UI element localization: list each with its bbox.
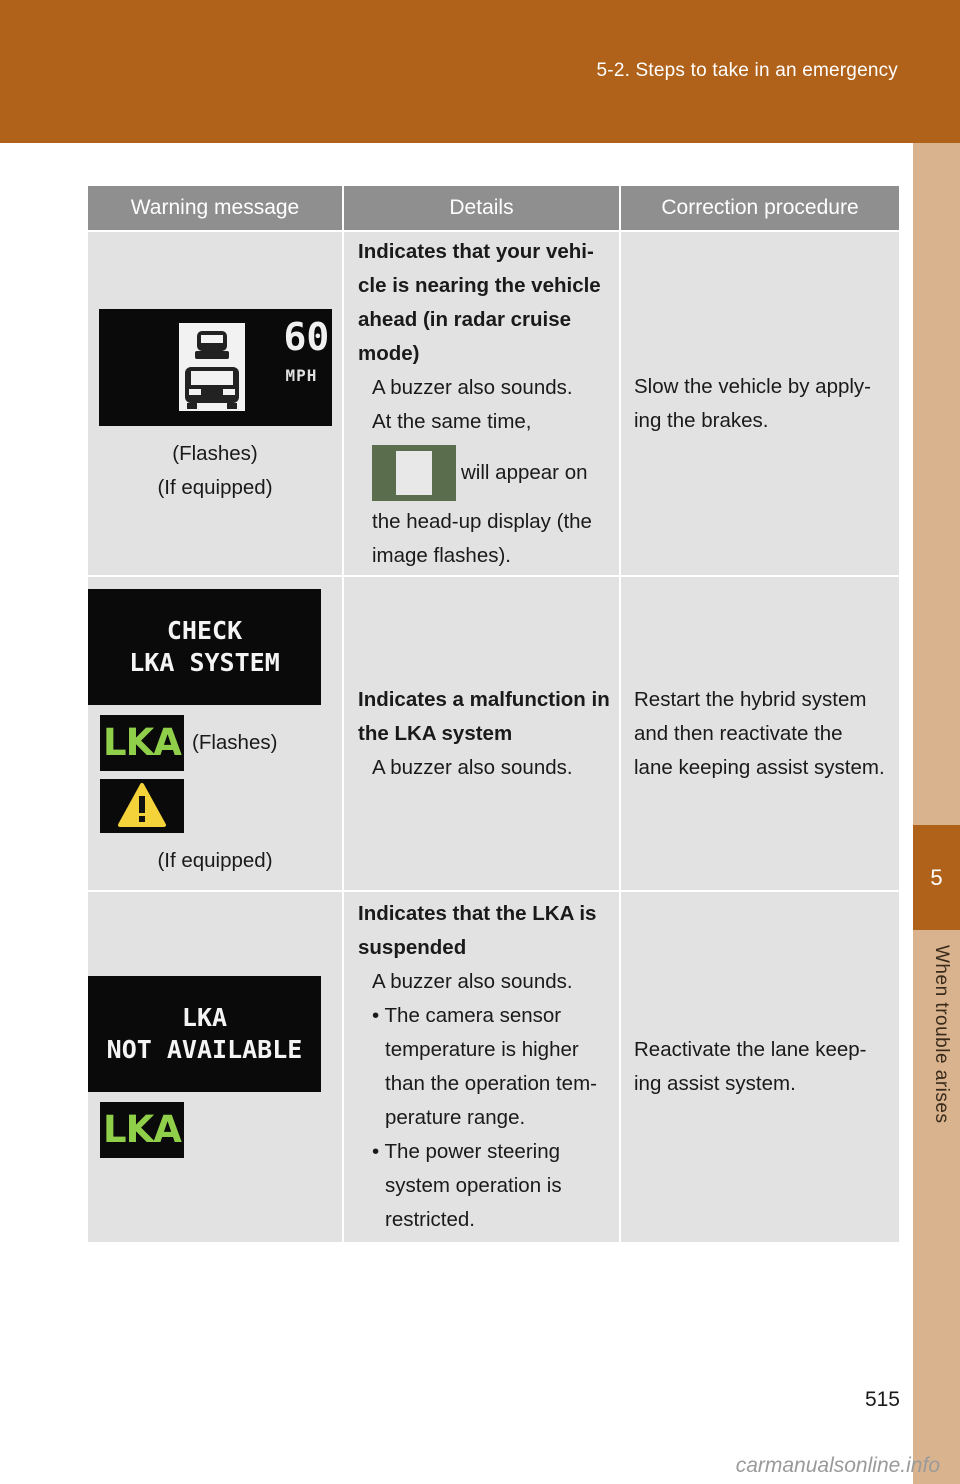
warning-cell [88,576,343,891]
warning-cell [88,891,343,1242]
flashes-note: (Flashes) [192,731,278,754]
chapter-label: When trouble arises [931,945,952,1124]
details-body: A buzzer also sounds. [372,970,573,993]
correction-cell: Reactivate the lane keep- ing assist system. [620,891,899,1242]
hud-text: will appear on [461,460,588,484]
column-header-warning: Warning message [88,186,343,231]
column-header-details: Details [343,186,620,231]
watermark: carmanualsonline.info [735,1454,940,1477]
hud-vehicle-icon [372,445,456,501]
details-title: Indicates a malfunction in the LKA system [358,687,610,745]
details-cell [343,231,620,576]
if-equipped-note: (If equipped) [157,475,273,499]
details-body: At the same time, [372,409,532,433]
hud-line [358,445,611,501]
page-number: 515 [864,1388,900,1411]
chapter-side-band [913,143,960,1484]
lka-indicator-icon: LKA [100,1102,184,1158]
section-title: 5-2. Steps to take in an emergency [596,60,898,81]
table-row [88,891,899,1242]
details-body: A buzzer also sounds. [372,755,573,779]
details-cell: Indicates that the LKA is suspended A buzzer also sounds. • The camera sensor temperature is higher than the operation tem- perature range. • The power steering system operation is restricted. [343,891,620,1242]
radar-cruise-display [99,309,332,426]
speed-value: 60 [283,314,330,359]
warning-message-table [88,186,899,1242]
details-tail: the head-up display (the [372,509,592,533]
warning-triangle-icon [100,779,184,833]
column-header-correction: Correction procedure [620,186,899,231]
speed-unit: MPH [285,365,318,385]
flashes-note: (Flashes) [172,441,258,465]
chapter-tab[interactable]: 5 [913,825,960,930]
table-header-row [88,186,899,231]
details-tail: image flashes). [372,543,512,567]
lka-indicator-icon: LKA [100,715,184,771]
if-equipped-note: (If equipped) [157,849,273,872]
table-row [88,576,899,891]
table-row [88,231,899,576]
details-title: Indicates that the LKA is suspended [358,902,597,959]
lka-not-available-display: LKA NOT AVAILABLE [88,976,321,1092]
correction-cell: Restart the hybrid system and then reactivate the lane keeping assist system. [620,576,899,891]
details-title: Indicates that your vehi- cle is nearing the vehicle ahead (in radar cruise mode) [358,239,601,365]
warning-cell [88,231,343,576]
lka-flash-line [88,715,342,771]
bullet-item: • The camera sensor [372,1004,562,1027]
details-cell [343,576,620,891]
bullet-item: • The power steering [372,1140,560,1163]
check-lka-display: CHECK LKA SYSTEM [88,589,321,705]
correction-cell: Slow the vehicle by apply- ing the brakes. [620,231,899,576]
details-body: A buzzer also sounds. [372,375,573,399]
vehicle-ahead-icon [179,323,245,411]
